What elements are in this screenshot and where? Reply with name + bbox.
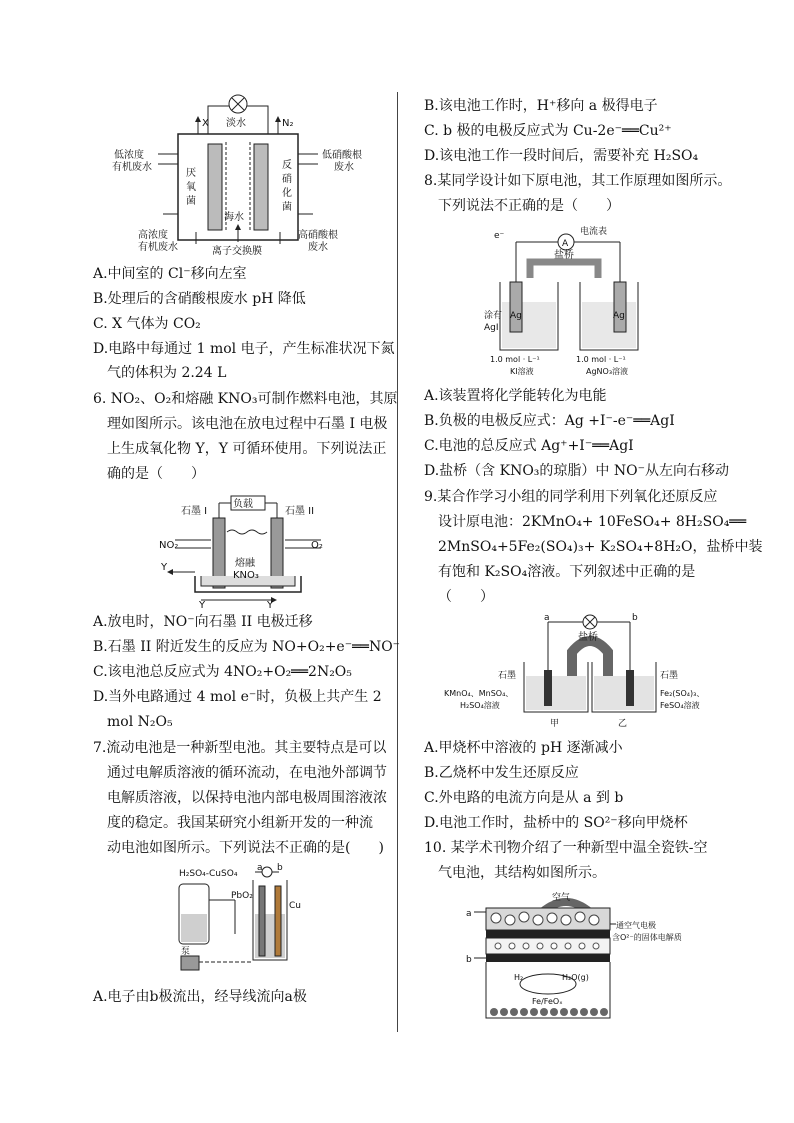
q5-option-d: D.电路中每通过 1 mol 电子，产生标准状况下氮 bbox=[93, 341, 395, 357]
q6-option-b: B.石墨 II 附近发生的反应为 NO+O₂+e⁻══NO⁻ bbox=[93, 639, 401, 655]
fig3-label: b bbox=[277, 863, 283, 873]
fig2-label: 石墨 II bbox=[285, 506, 315, 517]
fig2-label: Y bbox=[267, 600, 274, 611]
fig1-label: 有机废水 bbox=[112, 162, 152, 173]
fig5-label: FeSO₄溶液 bbox=[660, 701, 700, 710]
fig4-label: 1.0 mol · L⁻¹ bbox=[490, 355, 540, 364]
fig4-label: AgNO₃溶液 bbox=[586, 367, 629, 376]
figure-agi-cell bbox=[486, 222, 656, 382]
q6-text: 6. NO₂、O₂和熔融 KNO₃可制作燃料电池，其原 bbox=[93, 391, 398, 407]
fig6-label: 通空气电极 bbox=[616, 921, 656, 930]
q6-option-c: C.该电池总反应式为 4NO₂+O₂══2N₂O₅ bbox=[93, 664, 352, 680]
fig4-label: AgI bbox=[484, 323, 499, 333]
q8-option-a: A.该装置将化学能转化为电能 bbox=[424, 388, 607, 404]
q8-text: 8.某同学设计如下原电池，其工作原理如图所示。 bbox=[424, 173, 732, 189]
fig6-label: H₂O(g) bbox=[562, 973, 589, 982]
fig6-label: Fe/FeOₓ bbox=[532, 997, 563, 1006]
fig5-label: H₂SO₄溶液 bbox=[460, 701, 500, 710]
fig5-label: 甲 bbox=[550, 719, 560, 729]
fig1-label: 低浓度 bbox=[114, 150, 144, 161]
fig1-label: 淡水 bbox=[226, 118, 246, 129]
q8-option-b: B.负极的电极反应式：Ag +I⁻-e⁻══AgI bbox=[424, 413, 675, 429]
q7-text: 7.流动电池是一种新型电池。其主要特点是可以 bbox=[93, 740, 387, 756]
fig1-label: 海水 bbox=[224, 212, 244, 223]
fig1-label: 氧 bbox=[186, 182, 196, 193]
q9-text: 设计原电池：2KMnO₄+ 10FeSO₄+ 8H₂SO₄══ bbox=[438, 514, 747, 530]
fig3-label: PbO₂ bbox=[231, 891, 253, 901]
q9-text: 9.某合作学习小组的同学利用下列氧化还原反应 bbox=[424, 489, 718, 505]
fig2-label: 熔融 bbox=[235, 558, 255, 569]
fig5-label: 乙 bbox=[618, 719, 628, 729]
fig4-label: 涂有 bbox=[484, 311, 503, 321]
fig4-label: 电流表 bbox=[580, 227, 608, 237]
q7-option-d: D.该电池工作一段时间后，需要补充 H₂SO₄ bbox=[424, 148, 699, 164]
fig4-label: Ag bbox=[510, 311, 522, 321]
fig1-label: 废水 bbox=[334, 162, 354, 173]
fig2-label: 石墨 I bbox=[181, 506, 208, 517]
fig2-label: Y bbox=[161, 562, 168, 573]
q6-option-d: D.当外电路通过 4 mol e⁻时，负极上共产生 2 bbox=[93, 689, 382, 705]
figure-flow-battery bbox=[175, 864, 310, 982]
figure-iron-air-battery bbox=[466, 888, 706, 1028]
q6-text: 上生成氧化物 Y，Y 可循环使用。下列说法正 bbox=[107, 441, 387, 457]
fig5-label: 盐桥 bbox=[578, 632, 598, 643]
q9-option-c: C.外电路的电流方向是从 a 到 b bbox=[424, 790, 624, 806]
fig1-label: 菌 bbox=[186, 196, 196, 207]
q9-text: 有饱和 K₂SO₄溶液。下列叙述中正确的是 bbox=[438, 564, 696, 580]
q7-text: 电解质溶液，以保持电池内部电极周围溶液浓 bbox=[107, 790, 387, 806]
q5-option-c: C. X 气体为 CO₂ bbox=[93, 316, 201, 332]
fig3-label: Cu bbox=[289, 901, 301, 911]
q9-option-a: A.甲烧杯中溶液的 pH 逐渐减小 bbox=[424, 740, 623, 756]
q9-option-d: D.电池工作时，盐桥中的 SO²⁻移向甲烧杯 bbox=[424, 815, 688, 831]
fig4-label: e⁻ bbox=[494, 231, 505, 241]
fig5-label: Fe₂(SO₄)₃、 bbox=[660, 689, 705, 698]
q6-text: 确的是（ ） bbox=[107, 466, 205, 482]
fig2-label: 负载 bbox=[233, 499, 253, 510]
fig1-label: 低硝酸根 bbox=[322, 150, 362, 161]
fig5-label: 石墨 bbox=[498, 671, 517, 681]
q7-text: 度的稳定。我国某研究小组新开发的一种流 bbox=[107, 815, 373, 831]
q7-text: 动电池如图所示。下列说法不正确的是( ) bbox=[107, 840, 384, 856]
fig1-label: 废水 bbox=[308, 242, 328, 253]
fig2-label: NO₂ bbox=[159, 540, 179, 551]
fig1-label: X bbox=[202, 118, 209, 129]
q8-text: 下列说法不正确的是（ ） bbox=[438, 198, 620, 214]
fig1-label: 厌 bbox=[186, 168, 196, 179]
fig1-label: N₂ bbox=[282, 118, 294, 129]
fig2-label: O₂ bbox=[311, 540, 323, 551]
fig4-label: KI溶液 bbox=[510, 367, 534, 376]
fig6-label: H₂ bbox=[514, 973, 524, 982]
fig2-label: Y bbox=[199, 600, 206, 611]
fig1-label: 高硝酸根 bbox=[298, 230, 338, 241]
fig3-label: 泵 bbox=[181, 947, 191, 957]
q5-option-a: A.中间室的 Cl⁻移向左室 bbox=[93, 266, 247, 282]
figure-kmno4-cell bbox=[440, 612, 710, 734]
q7-option-a: A.电子由b极流出，经导线流向a极 bbox=[93, 989, 307, 1005]
q7-option-c: C. b 极的电极反应式为 Cu-2e⁻══Cu²⁺ bbox=[424, 123, 672, 139]
q7-option-b: B.该电池工作时，H⁺移向 a 极得电子 bbox=[424, 98, 658, 114]
fig1-label: 硝 bbox=[282, 174, 292, 185]
fig6-label: a bbox=[466, 909, 472, 919]
fig4-label: A bbox=[562, 239, 569, 249]
fig2-label: KNO₃ bbox=[233, 570, 259, 581]
q6-option-a: A.放电时，NO⁻向石墨 II 电极迁移 bbox=[93, 614, 313, 630]
q9-text: （ ） bbox=[438, 589, 494, 605]
fig5-label: KMnO₄、MnSO₄、 bbox=[444, 689, 514, 698]
fig1-label: 有机废水 bbox=[138, 242, 178, 253]
fig1-label: 菌 bbox=[282, 202, 292, 213]
q9-option-b: B.乙烧杯中发生还原反应 bbox=[424, 765, 579, 781]
fig1-label: 反 bbox=[282, 160, 292, 171]
q7-text: 通过电解质溶液的循环流动，在电池外部调节 bbox=[107, 765, 387, 781]
fig5-label: b bbox=[632, 613, 638, 623]
fig5-label: 石墨 bbox=[660, 671, 679, 681]
column-divider bbox=[397, 92, 398, 1032]
figure-no2-fuel-cell bbox=[155, 492, 335, 610]
q10-text: 气电池，其结构如图所示。 bbox=[438, 865, 606, 881]
fig1-label: 化 bbox=[282, 188, 292, 199]
fig5-label: a bbox=[544, 613, 550, 623]
fig1-label: 高浓度 bbox=[138, 230, 168, 241]
q8-option-d: D.盐桥（含 KNO₃的琼脂）中 NO⁻从左向右移动 bbox=[424, 463, 729, 479]
fig6-label: 空气 bbox=[552, 893, 571, 903]
q8-option-c: C.电池的总反应式 Ag⁺+I⁻══AgI bbox=[424, 438, 634, 454]
figure-microbial-cell bbox=[108, 92, 378, 260]
q5-option-d-cont: 气的体积为 2.24 L bbox=[107, 365, 227, 381]
fig3-label: H₂SO₄-CuSO₄ bbox=[179, 869, 238, 879]
q6-option-d-cont: mol N₂O₅ bbox=[107, 714, 173, 730]
fig3-label: a bbox=[257, 863, 263, 873]
q9-text: 2MnSO₄+5Fe₂(SO₄)₃+ K₂SO₄+8H₂O，盐桥中装 bbox=[438, 539, 763, 555]
fig1-label: 离子交换膜 bbox=[212, 246, 262, 257]
fig4-label: Ag bbox=[613, 311, 625, 321]
fig6-label: b bbox=[466, 955, 472, 965]
q10-text: 10. 某学术刊物介绍了一种新型中温全瓷铁-空 bbox=[424, 840, 708, 856]
fig6-label: 含O²⁻的固体电解质 bbox=[612, 933, 682, 942]
fig4-label: 盐桥 bbox=[554, 250, 574, 261]
q6-text: 理如图所示。该电池在放电过程中石墨 I 电极 bbox=[107, 416, 388, 432]
fig4-label: 1.0 mol · L⁻¹ bbox=[576, 355, 626, 364]
q5-option-b: B.处理后的含硝酸根废水 pH 降低 bbox=[93, 291, 306, 307]
